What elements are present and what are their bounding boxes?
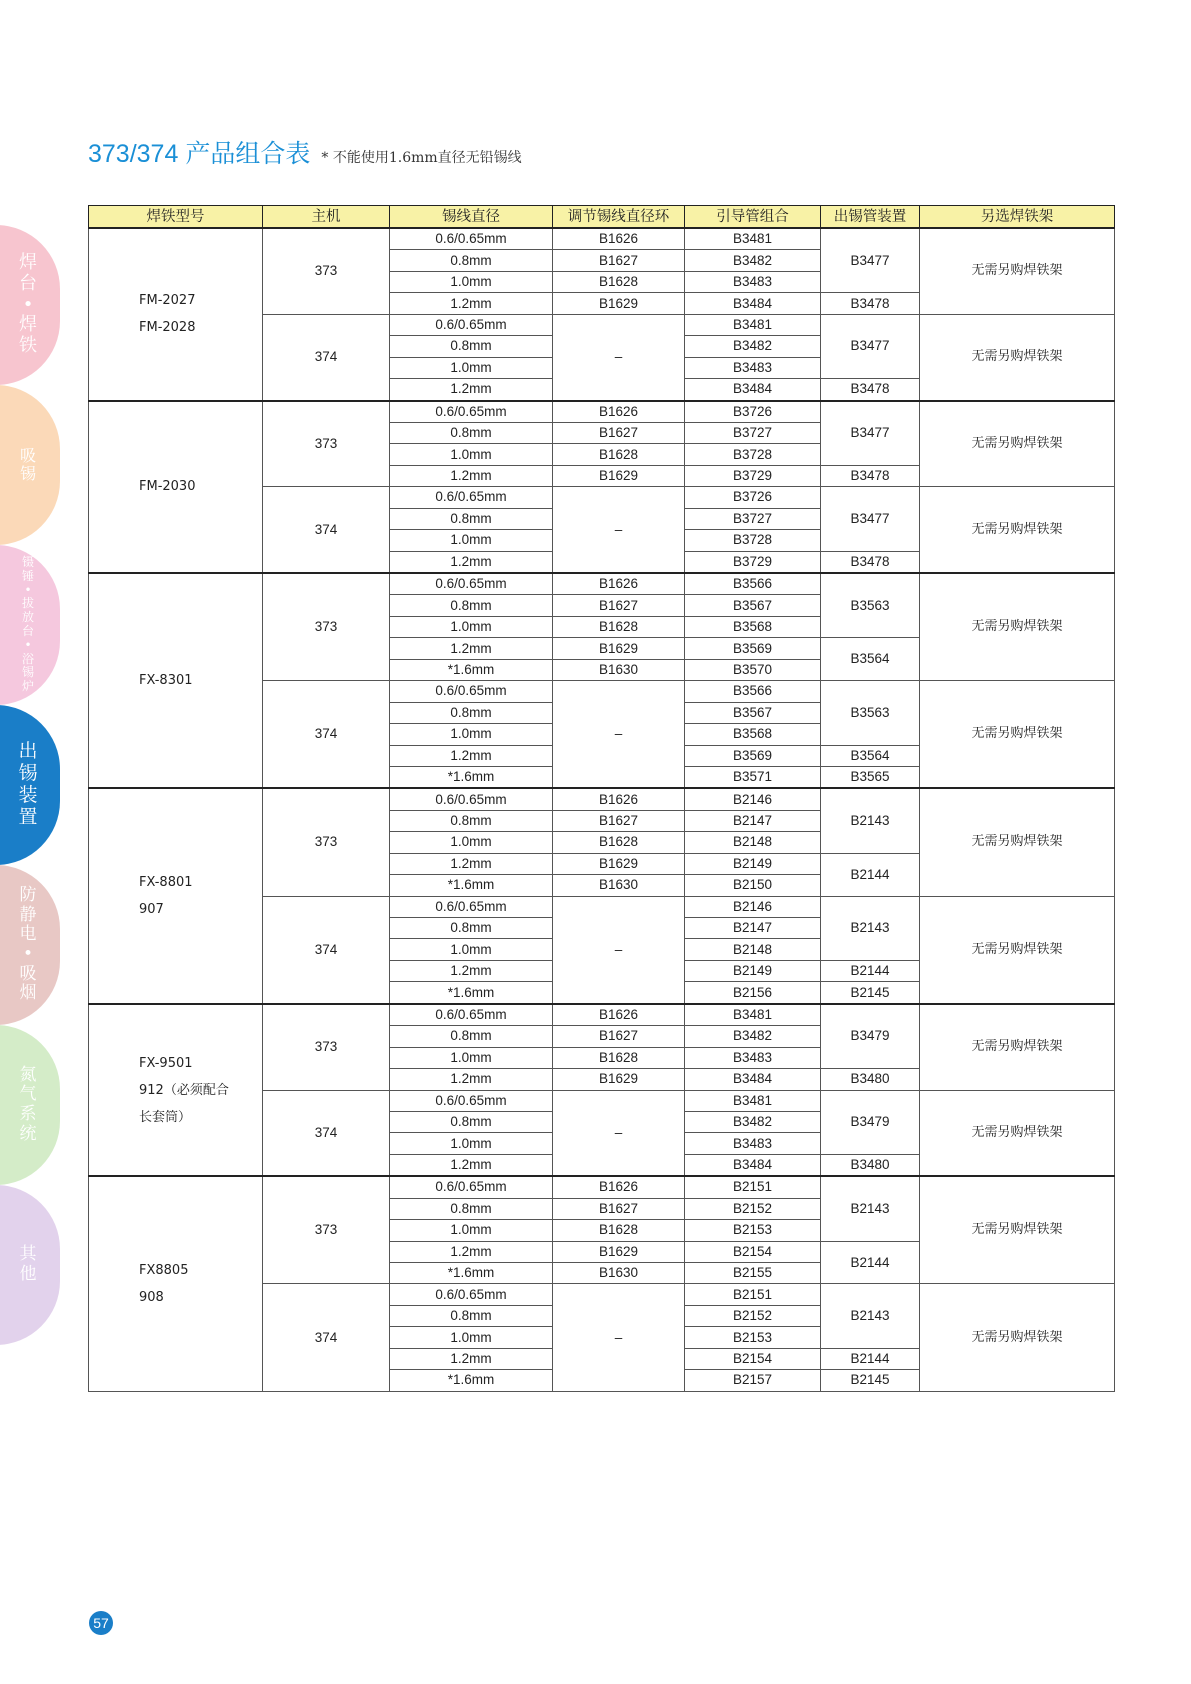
side-tab-2[interactable]: [0, 385, 60, 545]
diameter-cell: 1.0mm: [390, 939, 553, 960]
column-header: 引导管组合: [685, 206, 821, 229]
option-cell: 无需另购焊铁架: [920, 896, 1115, 1004]
guide-cell: B2149: [685, 960, 821, 981]
diameter-cell: 1.0mm: [390, 444, 553, 465]
diameter-cell: 0.6/0.65mm: [390, 228, 553, 250]
side-tab-char: 台: [21, 624, 34, 638]
ring-cell: B1629: [553, 465, 685, 486]
guide-cell: B2152: [685, 1305, 821, 1326]
diameter-cell: 0.6/0.65mm: [390, 1176, 553, 1198]
diameter-cell: *1.6mm: [390, 982, 553, 1004]
host-cell: 374: [263, 896, 390, 1004]
host-cell: 373: [263, 573, 390, 681]
ring-cell: B1630: [553, 875, 685, 896]
model-cell: [89, 1004, 263, 1177]
outlet-cell: B3479: [821, 1090, 920, 1154]
guide-cell: B3569: [685, 745, 821, 766]
option-cell: 无需另购焊铁架: [920, 314, 1115, 400]
diameter-cell: 0.8mm: [390, 702, 553, 723]
side-tab-char: •: [22, 293, 34, 315]
diameter-cell: 0.8mm: [390, 422, 553, 443]
model-group: [89, 1176, 1115, 1391]
outlet-cell: B3565: [821, 766, 920, 788]
guide-cell: B3481: [685, 1090, 821, 1111]
side-tab-char: 装: [18, 784, 38, 806]
diameter-cell: 0.6/0.65mm: [390, 1284, 553, 1305]
ring-cell: B1627: [553, 810, 685, 831]
page-title: 373/374 产品组合表: [88, 140, 311, 168]
side-tab-char: 系: [19, 1104, 37, 1124]
diameter-cell: 0.6/0.65mm: [390, 788, 553, 810]
option-cell: 无需另购焊铁架: [920, 1284, 1115, 1391]
host-cell: 373: [263, 788, 390, 896]
option-cell: 无需另购焊铁架: [920, 573, 1115, 681]
diameter-cell: 1.2mm: [390, 1154, 553, 1176]
model-group: [89, 788, 1115, 1003]
model-name: FM-2028: [139, 320, 196, 336]
option-cell: 无需另购焊铁架: [920, 487, 1115, 573]
side-tab-char: 锤: [21, 568, 34, 583]
model-cell: [89, 573, 263, 788]
outlet-cell: B3480: [821, 1154, 920, 1176]
ring-cell: B1627: [553, 422, 685, 443]
model-group: [89, 228, 1115, 401]
side-tab-char: 统: [19, 1123, 37, 1144]
model-cell: [89, 228, 263, 401]
diameter-cell: 1.2mm: [390, 293, 553, 314]
side-tab-char: 氮: [19, 1064, 37, 1085]
ring-cell: B1628: [553, 1047, 685, 1068]
ring-cell: –: [553, 896, 685, 1004]
side-tab-5[interactable]: [0, 865, 60, 1025]
diameter-cell: 0.6/0.65mm: [390, 401, 553, 423]
outlet-cell: B2144: [821, 853, 920, 896]
product-combination-table: [88, 205, 1115, 1392]
outlet-cell: B2143: [821, 1284, 920, 1348]
model-cell: [89, 401, 263, 574]
option-cell: 无需另购焊铁架: [920, 788, 1115, 896]
diameter-cell: 0.8mm: [390, 336, 553, 357]
page-header: [88, 134, 522, 170]
model-name: FM-2027: [139, 293, 196, 309]
model-name: FX-8801: [139, 875, 193, 891]
diameter-cell: 1.2mm: [390, 551, 553, 573]
outlet-cell: B2144: [821, 1241, 920, 1284]
side-tab-char: 焊: [19, 314, 37, 336]
column-header: 焊铁型号: [89, 206, 263, 229]
table-header: [89, 206, 1115, 229]
host-cell: 373: [263, 1004, 390, 1090]
guide-cell: B3729: [685, 465, 821, 486]
outlet-cell: B2145: [821, 982, 920, 1004]
outlet-cell: B3478: [821, 379, 920, 401]
side-tab-char: 焊: [19, 252, 37, 274]
page-note: * 不能使用1.6mm直径无铅锡线: [321, 150, 522, 166]
column-header: 主机: [263, 206, 390, 229]
guide-cell: B3481: [685, 314, 821, 335]
host-cell: 374: [263, 1284, 390, 1391]
outlet-cell: B2143: [821, 896, 920, 960]
column-header: 另选焊铁架: [920, 206, 1115, 229]
guide-cell: B3567: [685, 595, 821, 616]
table-row: [89, 228, 1115, 250]
side-tab-char: 浴: [21, 651, 34, 666]
ring-cell: B1628: [553, 444, 685, 465]
model-name: FX-9501: [139, 1055, 193, 1071]
side-tab-char: 铁: [19, 335, 37, 357]
guide-cell: B3726: [685, 487, 821, 508]
guide-cell: B3568: [685, 616, 821, 637]
side-tab-char: 拔: [21, 596, 34, 611]
side-tab-char: 气: [19, 1084, 37, 1105]
guide-cell: B3566: [685, 573, 821, 595]
diameter-cell: 1.0mm: [390, 357, 553, 378]
table-row: [89, 1004, 1115, 1026]
table-row: [89, 401, 1115, 423]
guide-cell: B2150: [685, 875, 821, 896]
diameter-cell: 0.8mm: [390, 595, 553, 616]
side-tab-char: 其: [19, 1244, 37, 1265]
ring-cell: –: [553, 1090, 685, 1176]
ring-cell: B1628: [553, 1220, 685, 1241]
host-cell: 374: [263, 487, 390, 573]
side-tab-char: 镊: [21, 555, 34, 570]
ring-cell: –: [553, 1284, 685, 1391]
guide-cell: B3484: [685, 379, 821, 401]
model-group: [89, 573, 1115, 788]
side-tab-char: 吸: [19, 963, 37, 984]
guide-cell: B3726: [685, 401, 821, 423]
side-tab-char: 烟: [19, 983, 37, 1004]
ring-cell: B1626: [553, 573, 685, 595]
column-header: 锡线直径: [390, 206, 553, 229]
ring-cell: B1626: [553, 1004, 685, 1026]
diameter-cell: 0.8mm: [390, 1305, 553, 1326]
guide-cell: B2149: [685, 853, 821, 874]
ring-cell: B1626: [553, 788, 685, 810]
diameter-cell: 1.0mm: [390, 530, 553, 551]
side-tab-char: 他: [19, 1264, 37, 1284]
outlet-cell: B2144: [821, 960, 920, 981]
guide-cell: B3483: [685, 1133, 821, 1154]
guide-cell: B3727: [685, 508, 821, 529]
guide-cell: B3483: [685, 357, 821, 378]
guide-cell: B2151: [685, 1176, 821, 1198]
side-tab-3[interactable]: [0, 545, 60, 705]
outlet-cell: B3477: [821, 487, 920, 551]
outlet-cell: B3477: [821, 314, 920, 378]
ring-cell: B1627: [553, 595, 685, 616]
diameter-cell: 1.0mm: [390, 616, 553, 637]
guide-cell: B3570: [685, 659, 821, 680]
ring-cell: B1626: [553, 401, 685, 423]
guide-cell: B2147: [685, 918, 821, 939]
ring-cell: B1627: [553, 250, 685, 271]
ring-cell: B1628: [553, 271, 685, 292]
option-cell: 无需另购焊铁架: [920, 1090, 1115, 1176]
ring-cell: B1626: [553, 228, 685, 250]
outlet-cell: B2143: [821, 1176, 920, 1241]
table-row: [89, 1176, 1115, 1198]
ring-cell: B1627: [553, 1198, 685, 1219]
ring-cell: B1628: [553, 616, 685, 637]
diameter-cell: 0.6/0.65mm: [390, 573, 553, 595]
side-tab-char: 炉: [21, 679, 34, 694]
outlet-cell: B3478: [821, 293, 920, 314]
diameter-cell: 1.0mm: [390, 1047, 553, 1068]
guide-cell: B3568: [685, 724, 821, 745]
diameter-cell: 0.6/0.65mm: [390, 1004, 553, 1026]
page-number: 57: [89, 1611, 113, 1635]
diameter-cell: 0.6/0.65mm: [390, 681, 553, 702]
side-tab-char: 锡: [18, 762, 38, 785]
outlet-cell: B2144: [821, 1348, 920, 1369]
diameter-cell: 0.8mm: [390, 250, 553, 271]
ring-cell: B1629: [553, 1241, 685, 1262]
guide-cell: B3484: [685, 1069, 821, 1090]
side-tab-char: •: [22, 944, 34, 964]
diameter-cell: 0.8mm: [390, 918, 553, 939]
ring-cell: B1629: [553, 638, 685, 659]
ring-cell: B1629: [553, 293, 685, 314]
outlet-cell: B2143: [821, 788, 920, 853]
outlet-cell: B3563: [821, 681, 920, 745]
host-cell: 373: [263, 1176, 390, 1284]
diameter-cell: 1.0mm: [390, 1220, 553, 1241]
side-tab-char: 台: [19, 272, 37, 294]
ring-cell: B1628: [553, 832, 685, 853]
guide-cell: B3481: [685, 1004, 821, 1026]
ring-cell: B1629: [553, 853, 685, 874]
host-cell: 373: [263, 228, 390, 314]
option-cell: 无需另购焊铁架: [920, 1176, 1115, 1284]
side-tab-1[interactable]: [0, 225, 60, 385]
guide-cell: B2153: [685, 1327, 821, 1348]
guide-cell: B2153: [685, 1220, 821, 1241]
guide-cell: B2155: [685, 1263, 821, 1284]
side-tab-4[interactable]: [0, 705, 60, 865]
option-cell: 无需另购焊铁架: [920, 228, 1115, 314]
model-name: FM-2030: [139, 479, 196, 495]
guide-cell: B2148: [685, 832, 821, 853]
model-group: [89, 1004, 1115, 1177]
diameter-cell: 1.0mm: [390, 1133, 553, 1154]
diameter-cell: 1.2mm: [390, 1241, 553, 1262]
diameter-cell: 0.6/0.65mm: [390, 314, 553, 335]
guide-cell: B3729: [685, 551, 821, 573]
guide-cell: B2146: [685, 788, 821, 810]
diameter-cell: 0.8mm: [390, 508, 553, 529]
ring-cell: B1630: [553, 1263, 685, 1284]
diameter-cell: 0.8mm: [390, 810, 553, 831]
diameter-cell: 1.2mm: [390, 1069, 553, 1090]
diameter-cell: 0.8mm: [390, 1198, 553, 1219]
option-cell: 无需另购焊铁架: [920, 1004, 1115, 1090]
guide-cell: B3482: [685, 250, 821, 271]
diameter-cell: 1.0mm: [390, 832, 553, 853]
ring-cell: –: [553, 314, 685, 400]
guide-cell: B3482: [685, 1026, 821, 1047]
table-header-row: [89, 206, 1115, 229]
diameter-cell: 1.2mm: [390, 853, 553, 874]
ring-cell: B1630: [553, 659, 685, 680]
diameter-cell: 0.8mm: [390, 1111, 553, 1132]
model-name: 908: [139, 1289, 164, 1305]
side-tab-char: 静: [19, 904, 37, 925]
guide-cell: B2152: [685, 1198, 821, 1219]
ring-cell: –: [553, 681, 685, 789]
guide-cell: B3484: [685, 293, 821, 314]
diameter-cell: 1.2mm: [390, 465, 553, 486]
diameter-cell: *1.6mm: [390, 659, 553, 680]
outlet-cell: B3477: [821, 228, 920, 293]
ring-cell: B1626: [553, 1176, 685, 1198]
side-tab-char: 出: [18, 740, 38, 763]
guide-cell: B3728: [685, 444, 821, 465]
diameter-cell: *1.6mm: [390, 875, 553, 896]
guide-cell: B2157: [685, 1370, 821, 1391]
side-tab-char: 电: [19, 924, 37, 945]
guide-cell: B3483: [685, 1047, 821, 1068]
outlet-cell: B3479: [821, 1004, 920, 1069]
guide-cell: B3569: [685, 638, 821, 659]
diameter-cell: 1.2mm: [390, 638, 553, 659]
guide-cell: B3481: [685, 228, 821, 250]
guide-cell: B2146: [685, 896, 821, 917]
side-tab-char: •: [24, 637, 32, 652]
diameter-cell: 1.2mm: [390, 379, 553, 401]
model-name: 长套筒）: [139, 1109, 192, 1125]
column-header: 出锡管装置: [821, 206, 920, 229]
outlet-cell: B3478: [821, 465, 920, 486]
diameter-cell: 0.6/0.65mm: [390, 896, 553, 917]
guide-cell: B3728: [685, 530, 821, 551]
guide-cell: B3566: [685, 681, 821, 702]
guide-cell: B3483: [685, 271, 821, 292]
outlet-cell: B3563: [821, 573, 920, 638]
guide-cell: B3482: [685, 1111, 821, 1132]
guide-cell: B3484: [685, 1154, 821, 1176]
column-header: 调节锡线直径环: [553, 206, 685, 229]
host-cell: 374: [263, 681, 390, 789]
side-tab-char: 吸: [19, 445, 36, 465]
host-cell: 374: [263, 1090, 390, 1176]
diameter-cell: 0.8mm: [390, 1026, 553, 1047]
guide-cell: B2156: [685, 982, 821, 1004]
guide-cell: B2154: [685, 1241, 821, 1262]
diameter-cell: 1.2mm: [390, 745, 553, 766]
diameter-cell: 1.0mm: [390, 724, 553, 745]
ring-cell: B1629: [553, 1069, 685, 1090]
model-name: 907: [139, 902, 164, 918]
side-tab-7[interactable]: [0, 1185, 60, 1345]
side-tab-char: 锡: [21, 665, 34, 680]
model-name: 912（必须配合: [139, 1082, 229, 1098]
outlet-cell: B3478: [821, 551, 920, 573]
model-name: FX-8301: [139, 673, 193, 689]
side-tab-char: 锡: [19, 464, 36, 483]
guide-cell: B3567: [685, 702, 821, 723]
diameter-cell: *1.6mm: [390, 1263, 553, 1284]
guide-cell: B3727: [685, 422, 821, 443]
guide-cell: B2147: [685, 810, 821, 831]
side-tab-char: 放: [21, 610, 34, 625]
guide-cell: B2148: [685, 939, 821, 960]
guide-cell: B3482: [685, 336, 821, 357]
diameter-cell: 1.0mm: [390, 1327, 553, 1348]
side-tab-char: 置: [18, 805, 38, 828]
outlet-cell: B3477: [821, 401, 920, 466]
host-cell: 374: [263, 314, 390, 400]
guide-cell: B3571: [685, 766, 821, 788]
model-cell: [89, 1176, 263, 1391]
side-tab-6[interactable]: [0, 1025, 60, 1185]
diameter-cell: 1.2mm: [390, 1348, 553, 1369]
outlet-cell: B2145: [821, 1370, 920, 1391]
outlet-cell: B3564: [821, 638, 920, 681]
model-name: FX8805: [139, 1262, 189, 1278]
side-tab-char: 防: [19, 885, 37, 906]
diameter-cell: *1.6mm: [390, 1370, 553, 1391]
option-cell: 无需另购焊铁架: [920, 401, 1115, 487]
host-cell: 373: [263, 401, 390, 487]
guide-cell: B2154: [685, 1348, 821, 1369]
diameter-cell: *1.6mm: [390, 766, 553, 788]
diameter-cell: 0.6/0.65mm: [390, 487, 553, 508]
ring-cell: B1627: [553, 1026, 685, 1047]
diameter-cell: 0.6/0.65mm: [390, 1090, 553, 1111]
side-tab-char: •: [24, 582, 32, 597]
model-cell: [89, 788, 263, 1003]
outlet-cell: B3480: [821, 1069, 920, 1090]
ring-cell: –: [553, 487, 685, 573]
outlet-cell: B3564: [821, 745, 920, 766]
diameter-cell: 1.2mm: [390, 960, 553, 981]
diameter-cell: 1.0mm: [390, 271, 553, 292]
guide-cell: B2151: [685, 1284, 821, 1305]
model-group: [89, 401, 1115, 574]
option-cell: 无需另购焊铁架: [920, 681, 1115, 789]
table-row: [89, 788, 1115, 810]
table-row: [89, 573, 1115, 595]
